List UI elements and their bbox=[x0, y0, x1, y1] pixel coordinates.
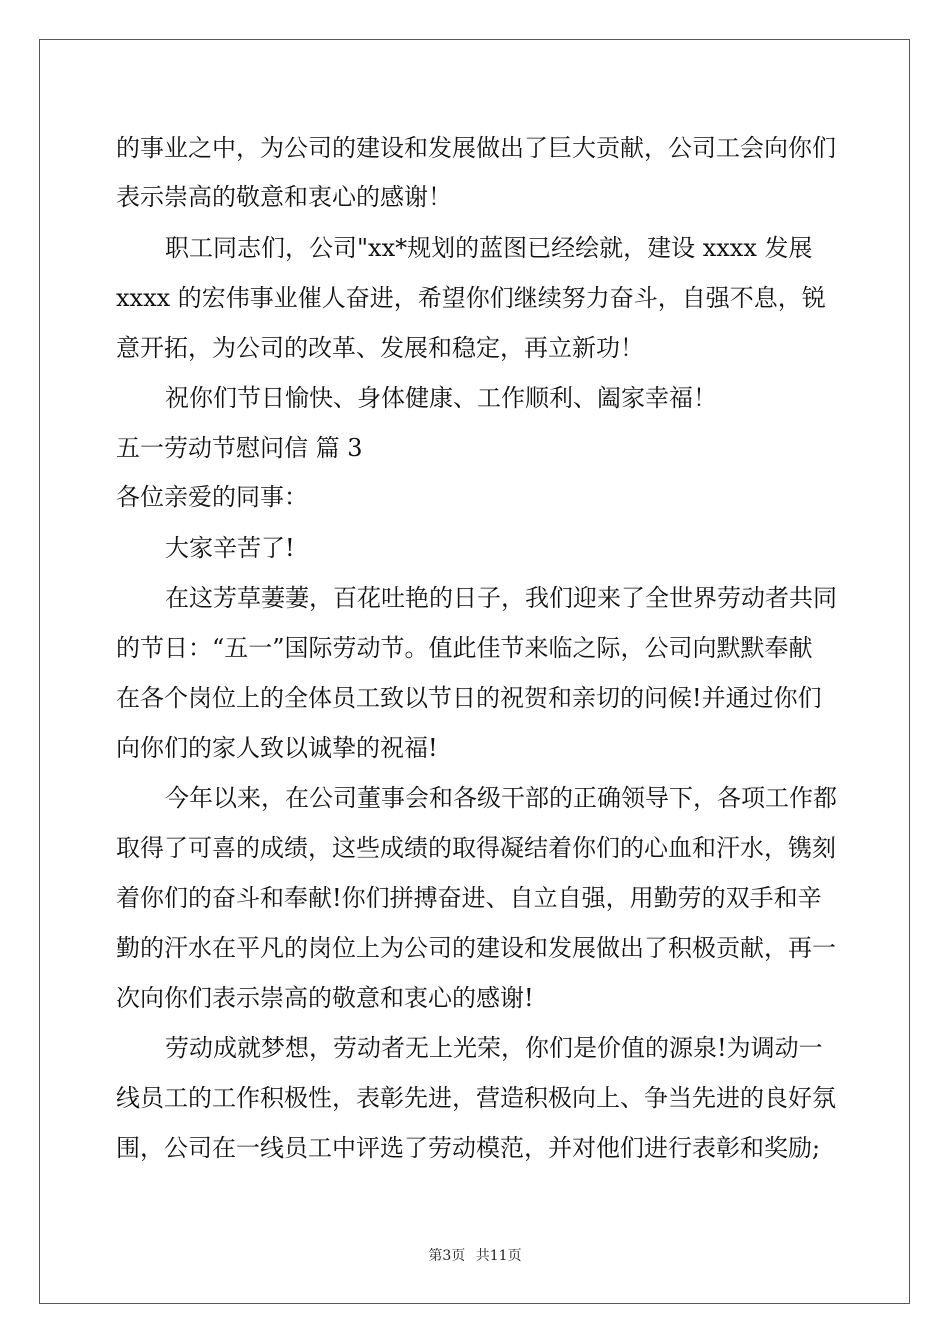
salutation: 各位亲爱的同事： bbox=[116, 483, 308, 511]
paragraph-line: 劳动成就梦想，劳动者无上光荣，你们是价值的源泉!为调动一 bbox=[165, 1034, 823, 1062]
section-heading: 五一劳动节慰问信 篇 3 bbox=[116, 434, 363, 462]
paragraph-line: 向你们的家人致以诚挚的祝福! bbox=[116, 734, 438, 762]
paragraph-line: 的节日：“五一”国际劳动节。值此佳节来临之际，公司向默默奉献 bbox=[116, 634, 813, 662]
paragraph-line: 祝你们节日愉快、身体健康、工作顺利、阖家幸福！ bbox=[165, 384, 717, 412]
paragraph-line: 取得了可喜的成绩，这些成绩的取得凝结着你们的心血和汗水，镌刻 bbox=[116, 834, 836, 862]
paragraph-line: 线员工的工作积极性，表彰先进，营造积极向上、争当先进的良好氛 bbox=[116, 1084, 836, 1112]
paragraph-line: 在各个岗位上的全体员工致以节日的祝贺和亲切的问候!并通过你们 bbox=[116, 684, 822, 712]
page-frame bbox=[39, 39, 910, 1304]
page-footer bbox=[0, 1245, 950, 1265]
paragraph-line: 表示崇高的敬意和衷心的感谢！ bbox=[116, 183, 452, 211]
paragraph-line: 的事业之中，为公司的建设和发展做出了巨大贡献，公司工会向你们 bbox=[116, 134, 836, 162]
paragraph-line: xxxx 的宏伟事业催人奋进，希望你们继续努力奋斗，自强不息，锐 bbox=[116, 284, 826, 312]
page-number-current: 第3页 bbox=[428, 1248, 466, 1264]
paragraph-line: 大家辛苦了! bbox=[165, 534, 295, 562]
paragraph-line: 勤的汗水在平凡的岗位上为公司的建设和发展做出了积极贡献，再一 bbox=[116, 934, 836, 962]
paragraph-line: 在这芳草萋萋，百花吐艳的日子，我们迎来了全世界劳动者共同 bbox=[165, 584, 837, 612]
paragraph-line: 次向你们表示崇高的敬意和衷心的感谢! bbox=[116, 984, 534, 1012]
paragraph-line: 着你们的奋斗和奉献!你们拼搏奋进、自立自强，用勤劳的双手和辛 bbox=[116, 884, 822, 912]
page-number-total: 共11页 bbox=[475, 1248, 522, 1264]
paragraph-line: 职工同志们，公司"xx*规划的蓝图已经绘就，建设 xxxx 发展 bbox=[165, 234, 813, 262]
paragraph-line: 意开拓，为公司的改革、发展和稳定，再立新功！ bbox=[116, 334, 644, 362]
paragraph-line: 今年以来，在公司董事会和各级干部的正确领导下，各项工作都 bbox=[165, 784, 837, 812]
paragraph-line: 围，公司在一线员工中评选了劳动模范，并对他们进行表彰和奖励; bbox=[116, 1134, 821, 1162]
